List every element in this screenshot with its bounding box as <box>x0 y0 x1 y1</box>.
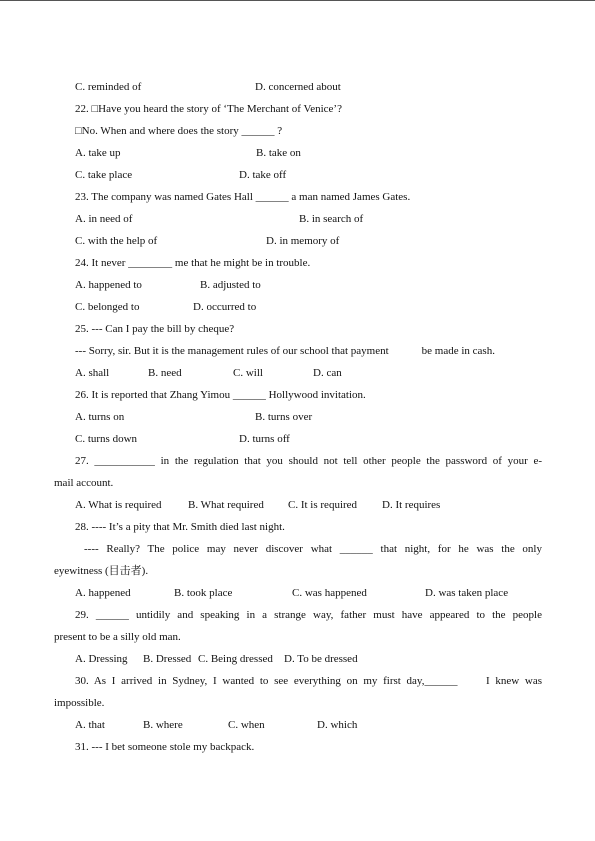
q26-options-ab <box>75 410 545 432</box>
q24-options-ab <box>75 278 545 300</box>
q28-option-c: C. was happened <box>292 587 367 599</box>
q25-option-a: A. shall <box>75 367 110 379</box>
q21-option-c: C. reminded of <box>75 81 142 93</box>
q30-stem-line1: 30. As I arrived in Sydney, I wanted to see everything on my first day,______ I knew was <box>75 675 542 687</box>
q23-options-ab <box>75 212 545 234</box>
q28-option-b: B. took place <box>174 587 233 599</box>
q29-option-b: B. Dressed <box>143 653 192 665</box>
q26-option-c: C. turns down <box>75 433 138 445</box>
q23-option-a: A. in need of <box>75 213 133 225</box>
q23-option-b: B. in search of <box>299 213 364 225</box>
q30-stem-line2: impossible. <box>54 697 105 709</box>
q25-stem-line2: --- Sorry, sir. But it is the management rules of our school that payment be made in cash. <box>75 345 495 357</box>
q22-stem-line1: 22. □Have you heard the story of ‘The Merchant of Venice’? <box>75 103 342 115</box>
q25-stem-line1: 25. --- Can I pay the bill by cheque? <box>75 323 235 335</box>
q28-options <box>75 586 545 608</box>
q27-option-b: B. What required <box>188 499 264 511</box>
q28-option-d: D. was taken place <box>425 587 509 599</box>
q27-option-c: C. It is required <box>288 499 358 511</box>
q27-stem-line2: mail account. <box>54 477 114 489</box>
q23-option-d: D. in memory of <box>266 235 340 247</box>
q29-option-d: D. To be dressed <box>284 653 358 665</box>
q22-option-a: A. take up <box>75 147 121 159</box>
q23-stem: 23. The company was named Gates Hall ______ a man named James Gates. <box>75 191 411 203</box>
q29-options <box>75 652 545 674</box>
q22-option-b: B. take on <box>256 147 301 159</box>
q29-option-c: C. Being dressed <box>198 653 273 665</box>
q24-options-cd <box>75 300 545 322</box>
q25-option-c: C. will <box>233 367 263 379</box>
q25-options <box>75 366 545 388</box>
q26-options-cd <box>75 432 545 454</box>
q28-option-a: A. happened <box>75 587 131 599</box>
q24-stem: 24. It never ________ me that he might be in trouble. <box>75 257 311 269</box>
q30-option-d: D. which <box>317 719 358 731</box>
q30-options <box>75 718 545 740</box>
q26-stem: 26. It is reported that Zhang Yimou ______ Hollywood invitation. <box>75 389 366 401</box>
q27-option-d: D. It requires <box>382 499 441 511</box>
q27-option-a: A. What is required <box>75 499 162 511</box>
q23-options-cd <box>75 234 545 256</box>
q24-option-d: D. occurred to <box>193 301 257 313</box>
q28-stem-line3: eyewitness (目击者). <box>54 565 149 577</box>
q24-option-c: C. belonged to <box>75 301 140 313</box>
q22-option-d: D. take off <box>239 169 287 181</box>
q26-option-b: B. turns over <box>255 411 313 423</box>
q30-option-a: A. that <box>75 719 105 731</box>
q22-stem-line2: □No. When and where does the story ______ ? <box>75 125 283 137</box>
q25-option-b: B. need <box>148 367 182 379</box>
q29-stem-line1: 29. ______ untidily and speaking in a strange way, father must have appeared to the people <box>75 609 542 621</box>
q28-stem-line1: 28. ---- It’s a pity that Mr. Smith died last night. <box>75 521 285 533</box>
q29-option-a: A. Dressing <box>75 653 128 665</box>
q26-option-d: D. turns off <box>239 433 290 445</box>
q24-option-a: A. happened to <box>75 279 142 291</box>
q26-option-a: A. turns on <box>75 411 125 423</box>
q23-option-c: C. with the help of <box>75 235 158 247</box>
q22-options-ab <box>75 146 545 168</box>
q28-stem-line2: ---- Really? The police may never discover what ______ that night, for he was the only <box>84 543 542 555</box>
q22-option-c: C. take place <box>75 169 133 181</box>
q31-stem: 31. --- I bet someone stole my backpack. <box>75 741 255 753</box>
q30-option-c: C. when <box>228 719 265 731</box>
q30-option-b: B. where <box>143 719 183 731</box>
q21-options-cd <box>75 80 545 102</box>
q22-options-cd <box>75 168 545 190</box>
q21-option-d: D. concerned about <box>255 81 341 93</box>
q29-stem-line2: present to be a silly old man. <box>54 631 181 643</box>
q25-option-d: D. can <box>313 367 342 379</box>
q24-option-b: B. adjusted to <box>200 279 261 291</box>
q27-options <box>75 498 545 520</box>
page-top-rule <box>0 0 595 1</box>
q27-stem-line1: 27. ___________ in the regulation that you should not tell other people the password of your e- <box>75 455 542 467</box>
